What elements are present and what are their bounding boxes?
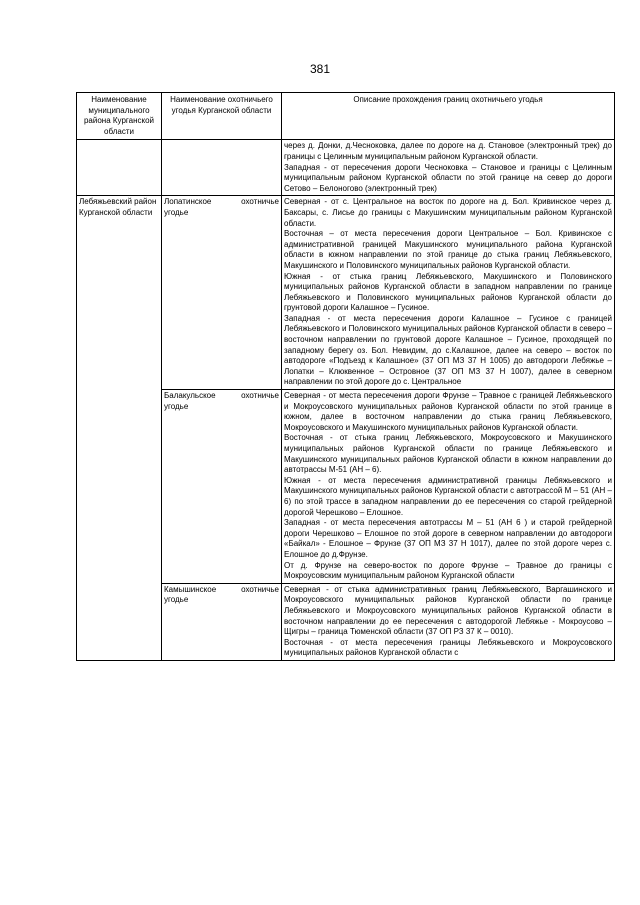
description-paragraph: Восточная – от места пересечения дороги Центральное – Бол. Кривинское с административной границей Макушинского муниципального района Курганской области в южном направлении по этой границе до стыка границ Лебяжьевского, Макушинского и Половинского муниципальных районов Курганской области.: [284, 229, 612, 270]
ground-name-word: угодье: [164, 207, 189, 217]
description-paragraph: Северная - от места пересечения дороги Фрунзе – Травное с границей Лебяжьевского и Мокроусовского муниципальных районов Курганской области по этой границе в южном, далее в восточном направлении до стыка границ Лебяжьевского, Мокроусовского и Макушинского муниципальных районов Курганской области.: [284, 391, 612, 432]
ground-name-word: Камышинское: [164, 584, 217, 594]
table-row: [77, 140, 615, 196]
ground-name-word: Лопатинское: [164, 197, 212, 207]
ground-name-word: охотничье: [241, 584, 279, 594]
description-paragraph: через д. Донки, д.Чесноковка, далее по дороге на д. Становое (электронный трек) до границы с Целинным муниципальным районом Курганской области.: [284, 141, 612, 161]
page-number: 381: [309, 62, 331, 76]
description-paragraph: Восточная - от стыка границ Лебяжьевского, Мокроусовского и Макушинского муниципальных районов Курганской области по границе Лебяжьевского и Макушинского муниципальных районов Курганской области в южном направлении до автотрассы М-51 (АН – 6).: [284, 433, 612, 475]
ground-name-word: охотничье: [241, 391, 279, 401]
hunting-grounds-table: [76, 92, 615, 661]
description-paragraph: Западная - от места пересечения автотрассы М – 51 (АН 6 ) и старой грейдерной дороги Черешково – Елошное по этой дороге в северном направлении до автодороги «Байкал» - Елошное – Фрунзе (37 ОП МЗ 37 Н 1017), далее по этой дороге через с. Елошное до д.Фрунзе.: [284, 518, 612, 559]
ground-name-word: Балакульское: [164, 391, 216, 401]
ground-name-word: охотничье: [241, 197, 279, 207]
ground-name-cell: [162, 196, 282, 390]
ground-name-cell: [162, 583, 282, 660]
header-description: Описание прохождения границ охотничьего угодья: [282, 93, 615, 140]
description-paragraph: Западная - от места пересечения дороги Калашное – Гусиное с границей Лебяжьевского и Половинского муниципальных районов Курганской области в северо – восточном направлении по грунтовой дороге Калашное – Гусиное, проходящей по западному берегу оз. Бол. Невидим, до с.Калашное, далее на северо – восток по автодороге «Подъезд к Калашное» (37 ОП МЗ 37 Н 1005) до автодороги Лебяжье – Лопатки – Клюквенное – Островное (37 ОП МЗ 37 Н 1007), далее в северном направлении по этой дороге до с. Центральное: [284, 313, 612, 387]
table-row: [77, 196, 615, 390]
description-cell: [282, 390, 615, 584]
ground-cell-empty: [162, 140, 282, 196]
district-cell: Лебяжьевский район Курганской области: [77, 196, 162, 661]
ground-name-word: угодье: [164, 401, 189, 411]
description-paragraph: Восточная - от места пересечения границы Лебяжьевского и Мокроусовского муниципальных районов Курганской области с: [284, 637, 612, 658]
header-ground: Наименование охотничьего угодья Курганской области: [162, 93, 282, 140]
description-paragraph: Западная - от пересечения дороги Чесноковка – Становое и границы с Целинным муниципальным районом Курганской области по этой границе на север до дороги Сетово – Белоногово (электронный трек): [284, 162, 612, 193]
description-paragraph: Северная - от с. Центральное на восток по дороге на д. Бол. Кривинское через д. Баксары, с. Лисье до границы с Макушинским муниципальным районом Курганской области.: [284, 197, 612, 228]
ground-name-word: угодье: [164, 595, 189, 605]
ground-name-cell: [162, 390, 282, 584]
description-paragraph: Северная - от стыка административных границ Лебяжьевского, Варгашинского и Мокроусовского муниципальных районов Курганской области по границе Лебяжьевского и Мокроусовского муниципальных районов Курганской области в восточном направлении до ее пересечения с автодорогой Лебяжье - Мокроусово – Щигры – граница Тюменской области (37 ОП РЗ 37 К – 0010).: [284, 584, 612, 637]
description-paragraph: Южная - от места пересечения административной границы Лебяжьевского и Макушинского муниципальных районов Курганской области с автотрассой М – 51 (АН – 6) по этой трассе в западном направлении до ее пересечения со старой грейдерной дорогой Черешково – Елошное.: [284, 475, 612, 517]
district-cell-empty: [77, 140, 162, 196]
description-paragraph: От д. Фрунзе на северо-восток по дороге Фрунзе – Травное до границы с Мокроусовским муниципальным районом Курганской области: [284, 560, 612, 581]
header-district: Наименование муниципального района Курганской области: [77, 93, 162, 140]
table-header-row: [77, 93, 615, 140]
description-cell: [282, 140, 615, 196]
description-paragraph: Южная - от стыка границ Лебяжьевского, Макушинского и Половинского муниципальных районов Курганской области в западном направлении по границе Лебяжьевского и Половинского муниципальных районов Курганской области до грунтовой дороги Калашное – Гусиное.: [284, 271, 612, 313]
description-cell: [282, 583, 615, 660]
description-cell: [282, 196, 615, 390]
